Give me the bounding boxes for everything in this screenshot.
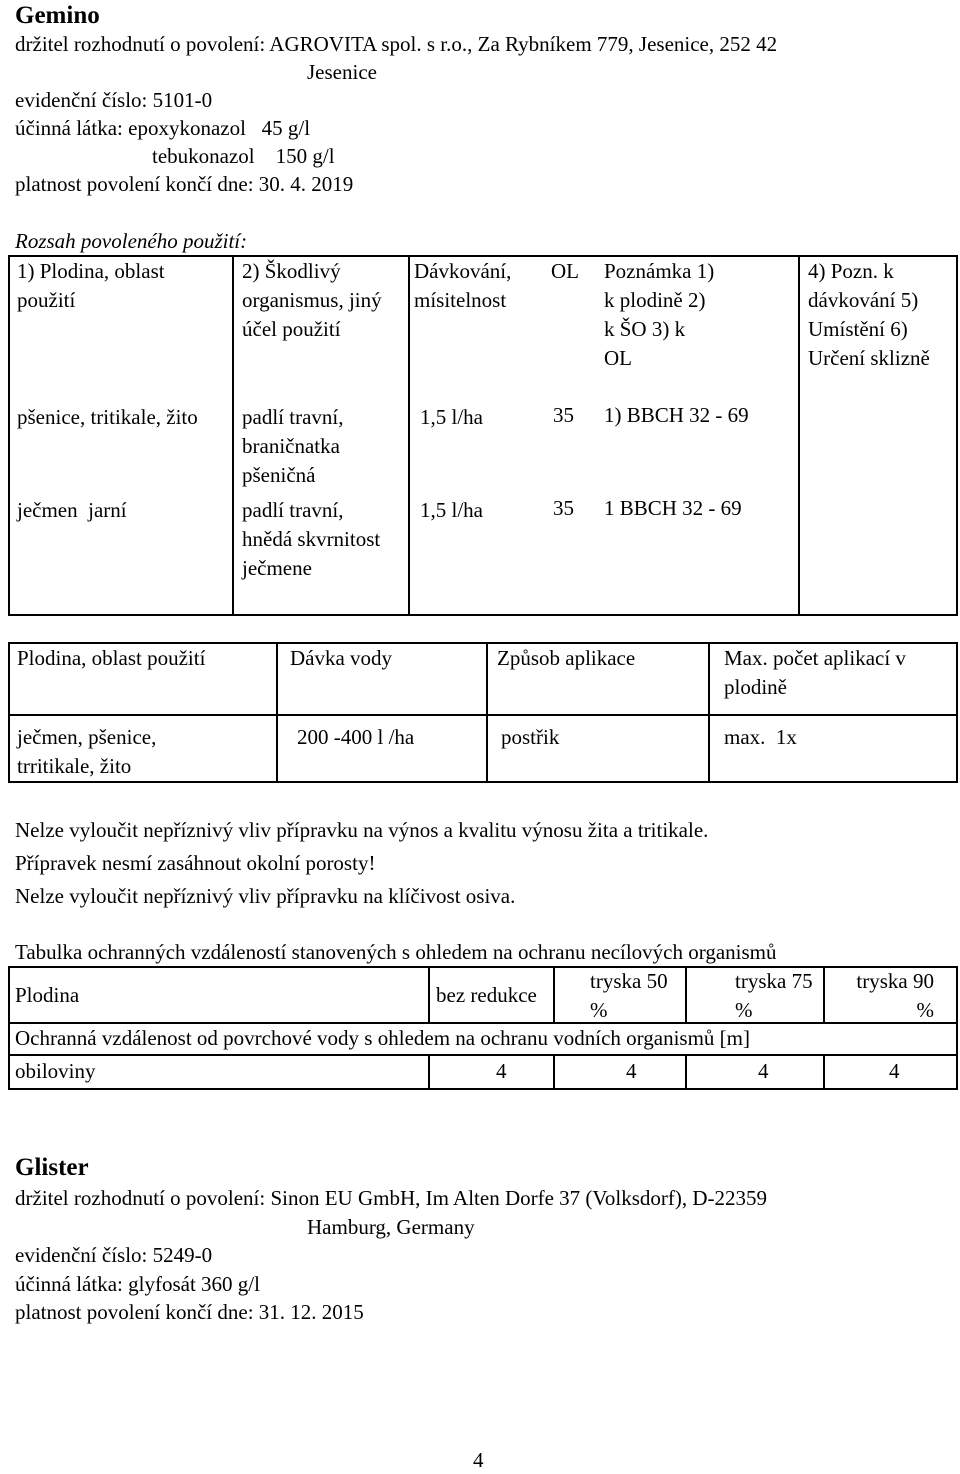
holder-line-cont: Jesenice bbox=[307, 60, 377, 84]
app-crop: ječmen, pšenice, trritikale, žito bbox=[17, 725, 157, 778]
registration-number-2: evidenční číslo: 5249-0 bbox=[15, 1243, 213, 1267]
dist-row-50: 4 bbox=[626, 1059, 637, 1083]
holder-line-2-cont: Hamburg, Germany bbox=[307, 1215, 475, 1239]
header-crop: 1) Plodina, oblast použití bbox=[17, 259, 165, 312]
registration-number: evidenční číslo: 5101-0 bbox=[15, 88, 213, 112]
row2-crop: ječmen jarní bbox=[17, 498, 127, 522]
dist-header-75: tryska 75 % bbox=[735, 969, 813, 1022]
note-1: Nelze vyloučit nepříznivý vliv přípravku na výnos a kvalitu výnosu žita a tritikale. bbox=[15, 818, 709, 842]
row2-ol: 35 bbox=[553, 496, 574, 520]
holder-line: držitel rozhodnutí o povolení: AGROVITA spol. s r.o., Za Rybníkem 779, Jesenice, 252 42 bbox=[15, 32, 778, 56]
active-substance-2: účinná látka: glyfosát 360 g/l bbox=[15, 1272, 260, 1296]
app-header-max: Max. počet aplikací v plodině bbox=[724, 646, 906, 699]
dist-row-none: 4 bbox=[496, 1059, 507, 1083]
product-title: Gemino bbox=[15, 2, 100, 29]
app-method: postřik bbox=[501, 725, 560, 749]
dist-header-none: bez redukce bbox=[436, 983, 537, 1007]
dist-header-crop: Plodina bbox=[15, 983, 80, 1007]
row1-organism: padlí travní, braničnatka pšeničná bbox=[242, 405, 344, 487]
validity-2: platnost povolení končí dne: 31. 12. 2015 bbox=[15, 1300, 364, 1324]
holder-line-2: držitel rozhodnutí o povolení: Sinon EU GmbH, Im Alten Dorfe 37 (Volksdorf), D-22359 bbox=[15, 1186, 768, 1210]
row2-note: 1 BBCH 32 - 69 bbox=[604, 496, 742, 520]
dist-row-90: 4 bbox=[889, 1059, 900, 1083]
app-max: max. 1x bbox=[724, 725, 797, 749]
app-header-method: Způsob aplikace bbox=[497, 646, 636, 670]
header-organism: 2) Škodlivý organismus, jiný účel použití bbox=[242, 259, 382, 341]
product-title-2: Glister bbox=[15, 1154, 89, 1181]
row2-organism: padlí travní, hnědá skvrnitost ječmene bbox=[242, 498, 381, 580]
row1-dose: 1,5 l/ha bbox=[420, 405, 483, 429]
row1-note: 1) BBCH 32 - 69 bbox=[604, 403, 749, 427]
active-substance-cont: tebukonazol 150 g/l bbox=[152, 144, 335, 168]
header-note: Poznámka 1) k plodině 2) k ŠO 3) k OL bbox=[604, 259, 715, 370]
page-number: 4 bbox=[473, 1448, 484, 1472]
dist-header-90: tryska 90 % bbox=[856, 969, 934, 1022]
app-water: 200 -400 l /ha bbox=[297, 725, 415, 749]
dist-header-50: tryska 50 % bbox=[590, 969, 668, 1022]
header-note2: 4) Pozn. k dávkování 5) Umístění 6) Určení sklizně bbox=[808, 259, 930, 370]
row1-ol: 35 bbox=[553, 403, 574, 427]
header-ol: OL bbox=[551, 259, 579, 283]
row1-crop: pšenice, tritikale, žito bbox=[17, 405, 198, 429]
row2-dose: 1,5 l/ha bbox=[420, 498, 483, 522]
note-2: Přípravek nesmí zasáhnout okolní porosty! bbox=[15, 851, 376, 875]
header-dose: Dávkování, mísitelnost bbox=[414, 259, 512, 312]
app-header-crop: Plodina, oblast použití bbox=[17, 646, 206, 670]
dist-row-75: 4 bbox=[758, 1059, 769, 1083]
distance-caption: Tabulka ochranných vzdáleností stanovených s ohledem na ochranu necílových organismů bbox=[15, 940, 777, 964]
dist-subheader: Ochranná vzdálenost od povrchové vody s ohledem na ochranu vodních organismů [m] bbox=[15, 1026, 750, 1050]
usage-caption: Rozsah povoleného použití: bbox=[15, 229, 248, 253]
validity: platnost povolení končí dne: 30. 4. 2019 bbox=[15, 172, 354, 196]
dist-row-crop: obiloviny bbox=[15, 1059, 96, 1083]
app-header-water: Dávka vody bbox=[290, 646, 393, 670]
active-substance: účinná látka: epoxykonazol 45 g/l bbox=[15, 116, 311, 140]
note-3: Nelze vyloučit nepříznivý vliv přípravku na klíčivost osiva. bbox=[15, 884, 516, 908]
